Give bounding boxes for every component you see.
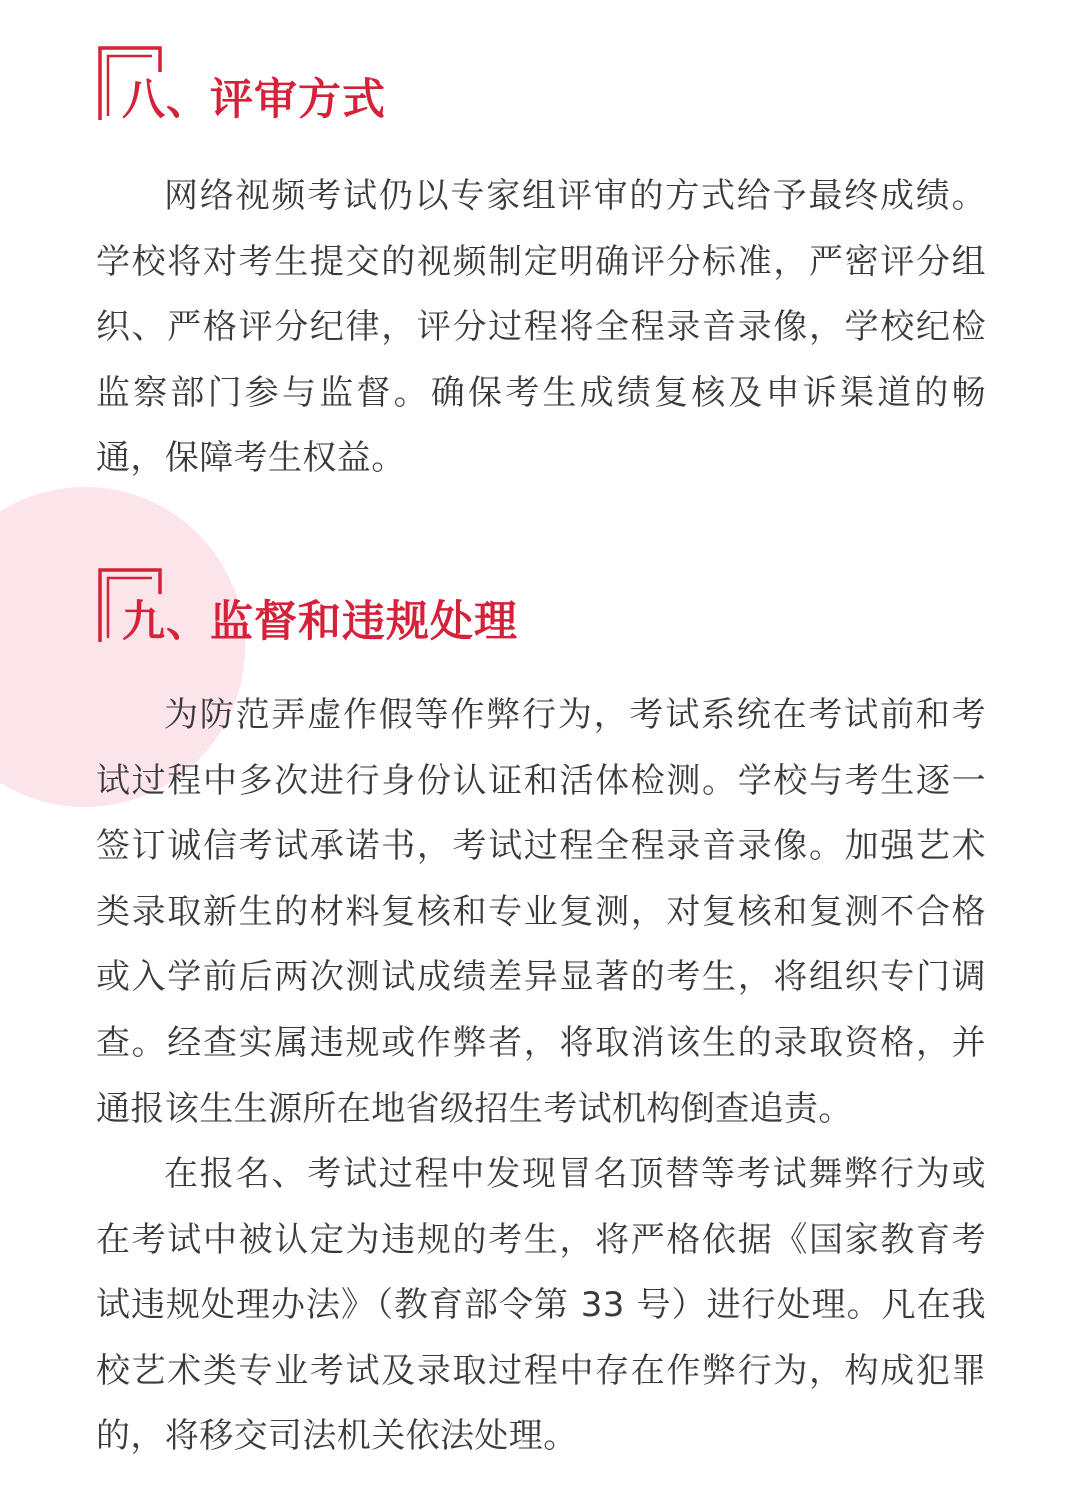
section-title: 九、监督和违规处理 — [122, 597, 518, 647]
section-9-paragraph-1: 为防范弄虚作假等作弊行为，考试系统在考试前和考试过程中多次进行身份认证和活体检测。学校与考生逐一签订诚信考试承诺书，考试过程全程录音录像。加强艺术类录取新生的材料复核和专业复测，对复核和复测不合格或入学前后两次测试成绩差异显著的考生，将组织专门调查。经查实属违规或作弊者，将取消该生的录取资格，并通报该生生源所在地省级招生考试机构倒查追责。 — [96, 695, 986, 1129]
section-heading-8 — [94, 44, 994, 124]
section-heading-9 — [94, 566, 994, 646]
section-9-paragraph-2: 在报名、考试过程中发现冒名顶替等考试舞弊行为或在考试中被认定为违规的考生，将严格依据《国家教育考试违规处理办法》（教育部令第 33 号）进行处理。凡在我校艺术类专业考试及录取过程中存在作弊行为，构成犯罪的，将移交司法机关依法处理。 — [96, 1154, 986, 1457]
section-8-paragraph-1: 网络视频考试仍以专家组评审的方式给予最终成绩。学校将对考生提交的视频制定明确评分标准，严密评分组织、严格评分纪律，评分过程将全程录音录像，学校纪检监察部门参与监督。确保考生成绩复核及申诉渠道的畅通，保障考生权益。 — [96, 176, 986, 479]
section-title: 八、评审方式 — [122, 75, 386, 125]
